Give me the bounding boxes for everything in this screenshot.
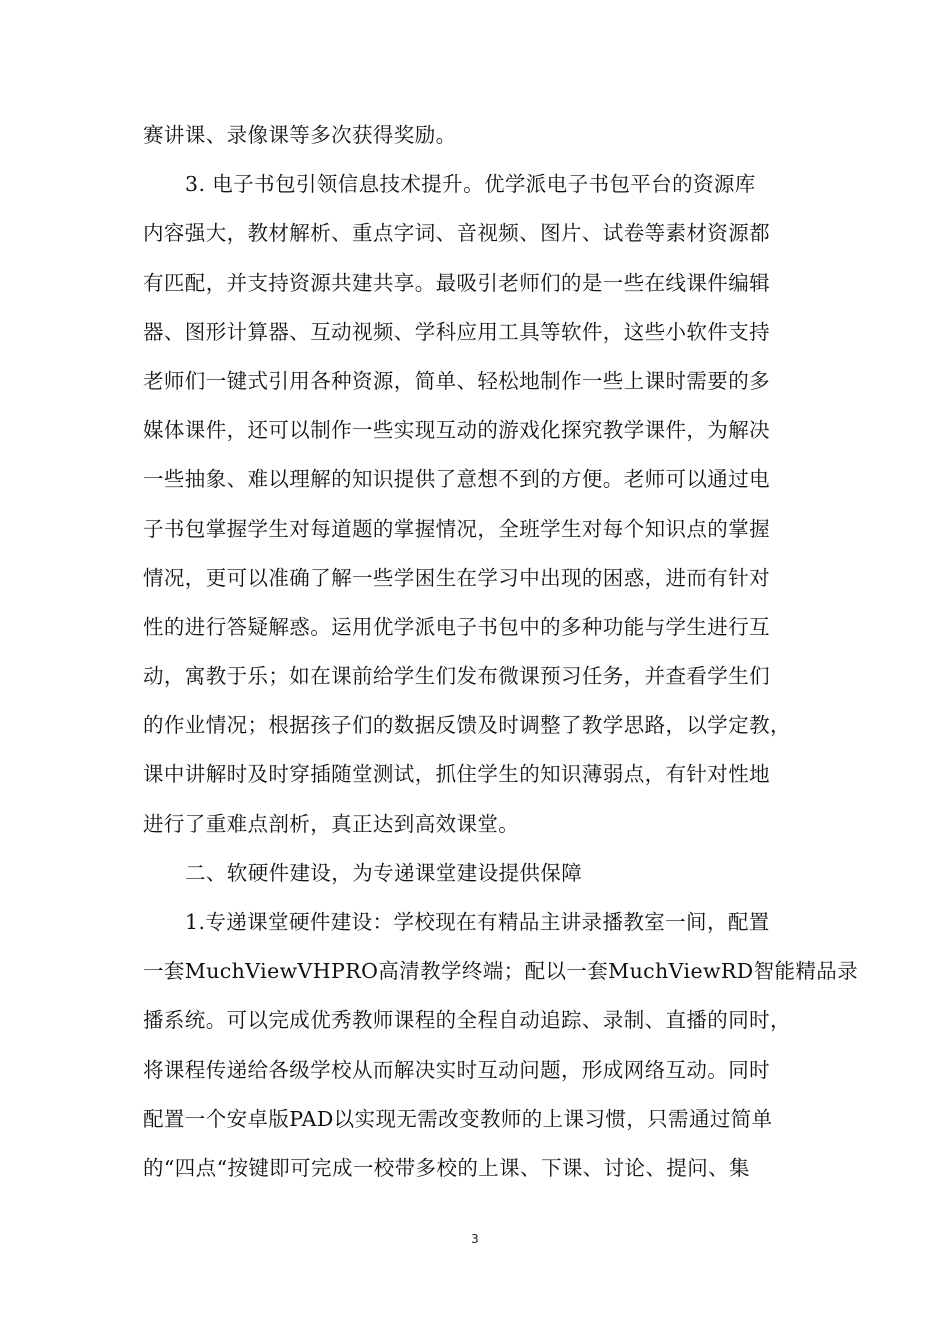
text-line: 内容强大，教材解析、重点字词、音视频、图片、试卷等素材资源都: [143, 221, 770, 246]
text-line: 子书包掌握学生对每道题的掌握情况，全班学生对每个知识点的掌握: [143, 516, 770, 541]
text-line: 3. 电子书包引领信息技术提升。优学派电子书包平台的资源库: [185, 172, 756, 197]
text-line: 的作业情况；根据孩子们的数据反馈及时调整了教学思路，以学定教，: [143, 713, 791, 738]
text-line: 配置一个安卓版PAD以实现无需改变教师的上课习惯，只需通过简单: [143, 1106, 773, 1131]
body-text: [143, 111, 859, 1193]
text-line: 有匹配，并支持资源共建共享。最吸引老师们的是一些在线课件编辑: [143, 270, 770, 295]
text-line: 1.专递课堂硬件建设：学校现在有精品主讲录播教室一间，配置: [185, 910, 770, 934]
text-line: 课中讲解时及时穿插随堂测试，抓住学生的知识薄弱点，有针对性地: [143, 762, 770, 787]
text-line: 性的进行答疑解惑。运用优学派电子书包中的多种功能与学生进行互: [143, 614, 770, 639]
text-line: 动，寓教于乐；如在课前给学生们发布微课预习任务，并查看学生们: [143, 664, 770, 689]
text-line: 的“四点“按键即可完成一校带多校的上课、下课、讨论、提问、集: [143, 1155, 750, 1180]
text-line: 一些抽象、难以理解的知识提供了意想不到的方便。老师可以通过电: [143, 467, 770, 492]
text-line: 老师们一键式引用各种资源，简单、轻松地制作一些上课时需要的多: [143, 368, 770, 393]
text-line: 播系统。可以完成优秀教师课程的全程自动追踪、录制、直播的同时，: [143, 1008, 791, 1033]
text-line: 一套MuchViewVHPRO高清教学终端；配以一套MuchViewRD智能精品录: [143, 959, 859, 984]
text-line: 赛讲课、录像课等多次获得奖励。: [143, 123, 457, 147]
page-number: 3: [471, 1232, 479, 1246]
text-line: 器、图形计算器、互动视频、学科应用工具等软件，这些小软件支持: [143, 319, 770, 344]
text-line: 情况，更可以准确了解一些学困生在学习中出现的困惑，进而有针对: [143, 565, 770, 590]
text-line: 媒体课件，还可以制作一些实现互动的游戏化探究教学课件，为解决: [143, 418, 770, 443]
text-line: 将课程传递给各级学校从而解决实时互动问题，形成网络互动。同时: [143, 1057, 770, 1082]
section-heading: 二、软硬件建设，为专递课堂建设提供保障: [185, 860, 583, 885]
text-line: 进行了重难点剖析，真正达到高效课堂。: [143, 811, 520, 836]
